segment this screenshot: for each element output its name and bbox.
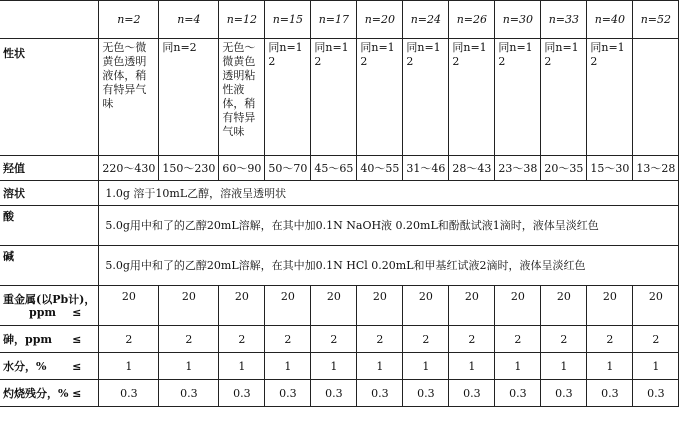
row-label: 碱 <box>0 246 99 286</box>
ash-cell: 0.3 <box>449 380 495 407</box>
heavy-metal-label: 重金属(以Pb计)， <box>3 292 96 306</box>
row-label: 性状 <box>0 39 99 156</box>
moisture-cell: 1 <box>587 353 633 380</box>
arsenic-row <box>0 326 679 353</box>
heavy-metal-cell: 20 <box>219 286 265 326</box>
col-header: n=20 <box>357 1 403 39</box>
acid-row <box>0 206 679 246</box>
appearance-cell: 无色～微黄色透明液体，稍有特异气味 <box>99 39 159 156</box>
appearance-cell: 同n=2 <box>159 39 219 156</box>
solubility-row <box>0 181 679 206</box>
heavy-metal-unit-line <box>3 306 95 319</box>
moisture-cell: 1 <box>403 353 449 380</box>
appearance-cell: 同n=12 <box>495 39 541 156</box>
heavy-metal-cell: 20 <box>495 286 541 326</box>
ash-cell: 0.3 <box>587 380 633 407</box>
moisture-cell: 1 <box>265 353 311 380</box>
hydroxyl-cell: 13～28 <box>633 156 679 181</box>
heavy-metal-cell: 20 <box>357 286 403 326</box>
hydroxyl-cell: 50～70 <box>265 156 311 181</box>
hydroxyl-cell: 28～43 <box>449 156 495 181</box>
ash-cell: 0.3 <box>633 380 679 407</box>
heavy-metal-cell: 20 <box>449 286 495 326</box>
hydroxyl-cell: 150～230 <box>159 156 219 181</box>
row-label-cell <box>0 326 99 353</box>
col-header: n=24 <box>403 1 449 39</box>
col-header: n=33 <box>541 1 587 39</box>
ash-label-line <box>3 387 95 400</box>
base-text: 5.0g用中和了的乙醇20mL溶解，在其中加0.1N HCl 0.20mL和甲基红试液2滴时，液体呈淡红色 <box>99 246 679 286</box>
heavy-metal-cell: 20 <box>265 286 311 326</box>
arsenic-cell: 2 <box>495 326 541 353</box>
arsenic-cell: 2 <box>541 326 587 353</box>
heavy-metal-cell: 20 <box>403 286 449 326</box>
hydroxyl-cell: 45～65 <box>311 156 357 181</box>
arsenic-cell: 2 <box>633 326 679 353</box>
appearance-cell: 同n=12 <box>403 39 449 156</box>
heavy-metal-cell: 20 <box>159 286 219 326</box>
hydroxyl-cell: 31～46 <box>403 156 449 181</box>
moisture-cell: 1 <box>633 353 679 380</box>
appearance-cell: 同n=12 <box>449 39 495 156</box>
col-header: n=40 <box>587 1 633 39</box>
arsenic-cell: 2 <box>219 326 265 353</box>
moisture-cell: 1 <box>311 353 357 380</box>
appearance-cell: 同n=12 <box>357 39 403 156</box>
moisture-cell: 1 <box>495 353 541 380</box>
heavy-metal-cell: 20 <box>99 286 159 326</box>
ash-cell: 0.3 <box>311 380 357 407</box>
hydroxyl-cell: 20～35 <box>541 156 587 181</box>
moisture-cell: 1 <box>99 353 159 380</box>
arsenic-cell: 2 <box>449 326 495 353</box>
header-row <box>0 1 679 39</box>
leq-sign: ≤ <box>72 305 82 319</box>
ash-cell: 0.3 <box>403 380 449 407</box>
leq-sign: ≤ <box>72 332 82 346</box>
hydroxyl-cell: 15～30 <box>587 156 633 181</box>
moisture-cell: 1 <box>159 353 219 380</box>
moisture-row <box>0 353 679 380</box>
col-header: n=17 <box>311 1 357 39</box>
ash-label: 灼烧残分，% <box>3 386 69 400</box>
heavy-metal-cell: 20 <box>587 286 633 326</box>
header-corner <box>0 1 99 39</box>
col-header: n=12 <box>219 1 265 39</box>
arsenic-cell: 2 <box>159 326 219 353</box>
col-header: n=52 <box>633 1 679 39</box>
moisture-cell: 1 <box>219 353 265 380</box>
moisture-cell: 1 <box>449 353 495 380</box>
moisture-cell: 1 <box>541 353 587 380</box>
row-label-cell <box>0 286 99 326</box>
appearance-cell: 同n=12 <box>311 39 357 156</box>
row-label: 羟值 <box>0 156 99 181</box>
ash-cell: 0.3 <box>265 380 311 407</box>
ash-cell: 0.3 <box>99 380 159 407</box>
appearance-cell: 同n=12 <box>587 39 633 156</box>
col-header: n=2 <box>99 1 159 39</box>
appearance-cell <box>633 39 679 156</box>
heavy-metal-row <box>0 286 679 326</box>
ash-cell: 0.3 <box>159 380 219 407</box>
col-header: n=15 <box>265 1 311 39</box>
hydroxyl-cell: 23～38 <box>495 156 541 181</box>
hydroxyl-cell: 40～55 <box>357 156 403 181</box>
row-label: 溶状 <box>0 181 99 206</box>
arsenic-cell: 2 <box>265 326 311 353</box>
heavy-metal-cell: 20 <box>311 286 357 326</box>
solubility-text: 1.0g 溶于10mL乙醇，溶液呈透明状 <box>99 181 679 206</box>
hydroxyl-cell: 220～430 <box>99 156 159 181</box>
heavy-metal-unit: ppm <box>29 305 57 319</box>
row-label-cell <box>0 353 99 380</box>
heavy-metal-cell: 20 <box>633 286 679 326</box>
col-header: n=30 <box>495 1 541 39</box>
row-label-cell <box>0 380 99 407</box>
col-header: n=4 <box>159 1 219 39</box>
leq-sign: ≤ <box>72 359 82 373</box>
moisture-cell: 1 <box>357 353 403 380</box>
ash-cell: 0.3 <box>219 380 265 407</box>
row-label: 酸 <box>0 206 99 246</box>
appearance-cell: 同n=12 <box>265 39 311 156</box>
ash-cell: 0.3 <box>495 380 541 407</box>
moisture-label: 水分，% <box>3 359 47 373</box>
ash-cell: 0.3 <box>357 380 403 407</box>
col-header: n=26 <box>449 1 495 39</box>
ash-row <box>0 380 679 407</box>
hydroxyl-cell: 60～90 <box>219 156 265 181</box>
arsenic-cell: 2 <box>357 326 403 353</box>
arsenic-cell: 2 <box>587 326 633 353</box>
arsenic-label: 砷，ppm <box>3 332 53 346</box>
appearance-cell: 同n=12 <box>541 39 587 156</box>
arsenic-label-line <box>3 333 95 346</box>
heavy-metal-cell: 20 <box>541 286 587 326</box>
hydroxyl-row <box>0 156 679 181</box>
leq-sign: ≤ <box>72 386 82 400</box>
arsenic-cell: 2 <box>403 326 449 353</box>
base-row <box>0 246 679 286</box>
acid-text: 5.0g用中和了的乙醇20mL溶解，在其中加0.1N NaOH液 0.20mL和酚酞试液1滴时，液体呈淡红色 <box>99 206 679 246</box>
appearance-cell: 无色～微黄色透明粘性液体，稍有特异气味 <box>219 39 265 156</box>
arsenic-cell: 2 <box>311 326 357 353</box>
arsenic-cell: 2 <box>99 326 159 353</box>
moisture-label-line <box>3 360 95 373</box>
ash-cell: 0.3 <box>541 380 587 407</box>
appearance-row <box>0 39 679 156</box>
